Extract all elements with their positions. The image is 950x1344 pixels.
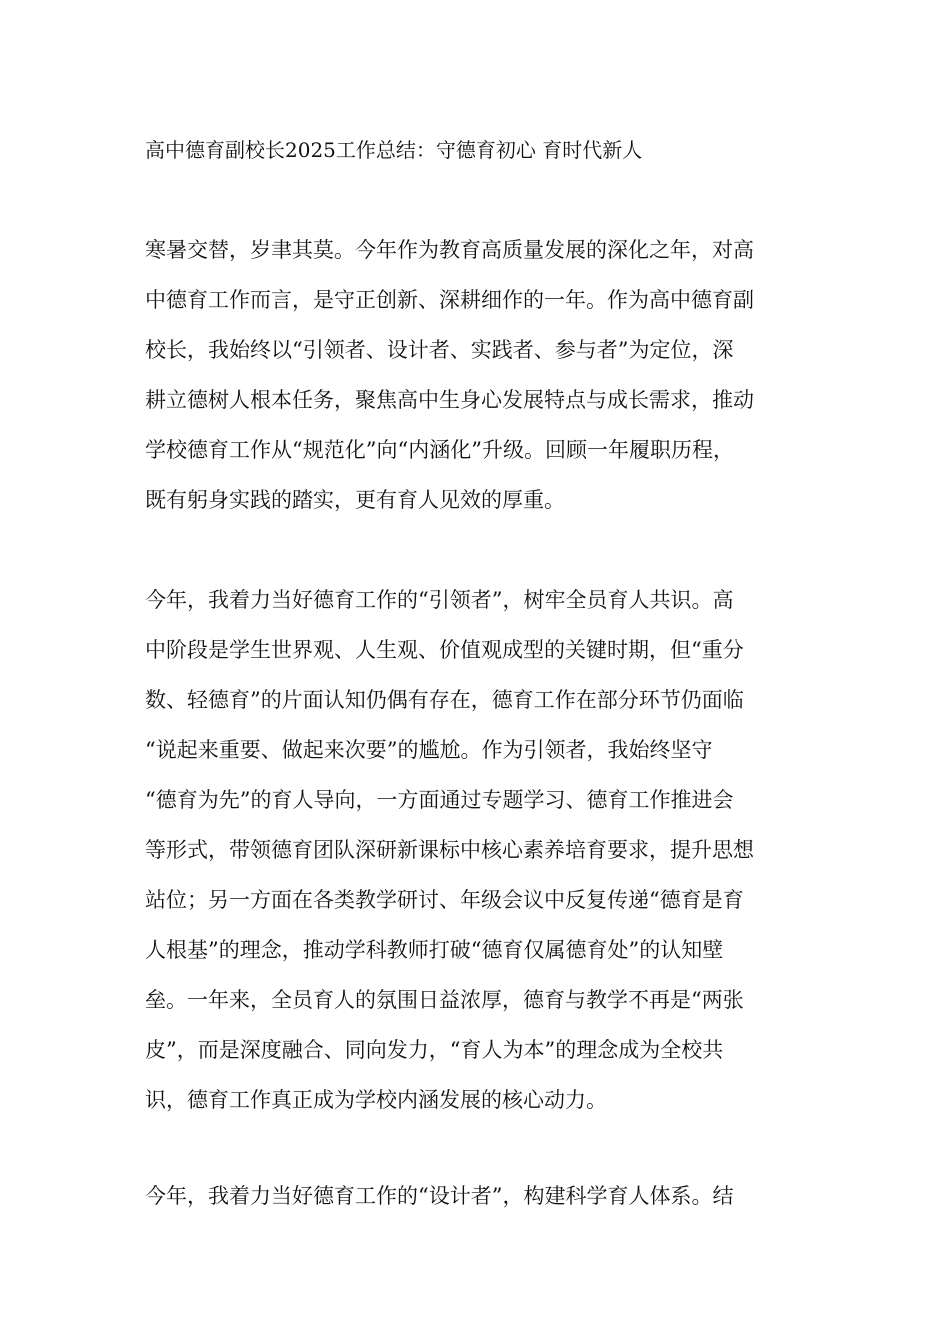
paragraph-intro (145, 225, 825, 525)
paragraph-line: 今年，我着力当好德育工作的“设计者”，构建科学育人体系。结 (145, 1184, 734, 1208)
paragraph-line: 识，德育工作真正成为学校内涵发展的核心动力。 (145, 1088, 607, 1112)
paragraph-line: 皮”，而是深度融合、同向发力，“育人为本”的理念成为全校共 (145, 1038, 724, 1062)
paragraph-line: 中阶段是学生世界观、人生观、价值观成型的关键时期，但“重分 (145, 638, 744, 662)
paragraph-line: 中德育工作而言，是守正创新、深耕细作的一年。作为高中德育副 (145, 288, 754, 312)
paragraph-line: 今年，我着力当好德育工作的“引领者”，树牢全员育人共识。高 (145, 588, 734, 612)
paragraph-line: 垒。一年来，全员育人的氛围日益浓厚，德育与教学不再是“两张 (145, 988, 744, 1012)
paragraph-line: “德育为先”的育人导向，一方面通过专题学习、德育工作推进会 (145, 788, 734, 812)
paragraph-leader (145, 575, 825, 1125)
paragraph-line: 等形式，带领德育团队深研新课标中核心素养培育要求，提升思想 (145, 838, 754, 862)
paragraph-line: 既有躬身实践的踏实，更有育人见效的厚重。 (145, 488, 565, 512)
paragraph-line: 寒暑交替，岁聿其莫。今年作为教育高质量发展的深化之年，对高 (145, 238, 754, 262)
paragraph-line: 站位；另一方面在各类教学研讨、年级会议中反复传递“德育是育 (145, 888, 744, 912)
paragraph-line: 耕立德树人根本任务，聚焦高中生身心发展特点与成长需求，推动 (145, 388, 754, 412)
paragraph-line: 校长，我始终以“引领者、设计者、实践者、参与者”为定位，深 (145, 338, 734, 362)
paragraph-designer (145, 1171, 825, 1221)
paragraph-line: 学校德育工作从“规范化”向“内涵化”升级。回顾一年履职历程， (145, 438, 734, 462)
paragraph-line: 人根基”的理念，推动学科教师打破“德育仅属德育处”的认知壁 (145, 938, 724, 962)
paragraph-line: “说起来重要、做起来次要”的尴尬。作为引领者，我始终坚守 (145, 738, 713, 762)
document-title: 高中德育副校长2025工作总结：守德育初心 育时代新人 (145, 138, 643, 162)
paragraph-line: 数、轻德育”的片面认知仍偶有存在，德育工作在部分环节仍面临 (145, 688, 744, 712)
